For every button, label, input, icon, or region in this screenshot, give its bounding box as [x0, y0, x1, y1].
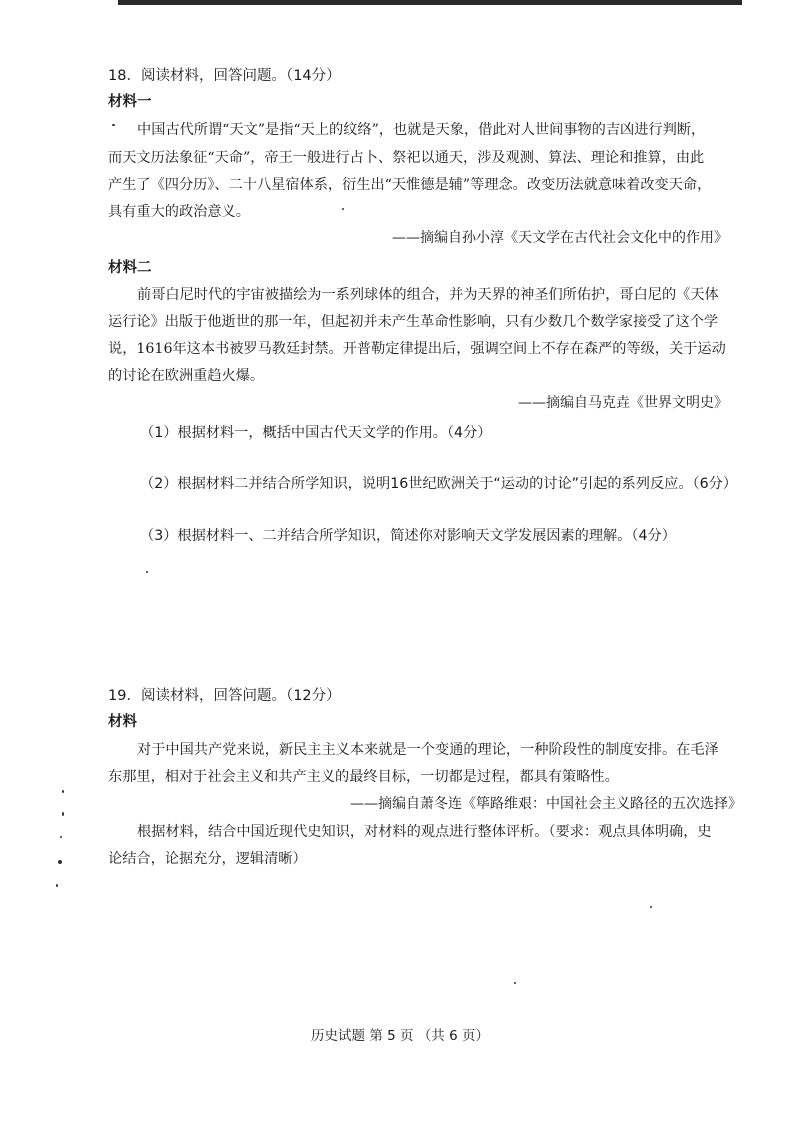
sub-question-1: （1）根据材料一，概括中国古代天文学的作用。（4分） [140, 425, 492, 441]
scan-speck [342, 208, 344, 210]
material-line: 东那里，相对于社会主义和共产主义的最终目标，一切都是过程，都具有策略性。 [108, 769, 619, 785]
sub-question-3: （3）根据材料一、二并结合所学知识，简述你对影响天文学发展因素的理解。（4分） [140, 528, 676, 544]
page-footer: 历史试题 第 5 页 （共 6 页） [311, 1028, 489, 1044]
scan-speck [514, 982, 516, 984]
scan-speck [56, 884, 58, 887]
scan-speck [112, 124, 115, 126]
scan-speck [650, 906, 652, 908]
material-2-line: 的讨论在欧洲重趋火爆。 [108, 368, 265, 384]
material-1-heading: 材料一 [108, 94, 152, 110]
material-2-line: 说，1616年这本书被罗马教廷封禁。开普勒定律提出后，强调空间上不存在森严的等级，关于运动 [108, 341, 726, 357]
scan-speck [146, 571, 148, 573]
scan-speck [58, 860, 62, 864]
material-1-line: 中国古代所谓“天文”是指“天上的纹络”，也就是天象，借此对人世间事物的吉凶进行判断， [137, 122, 706, 138]
material-1-line: 而天文历法象征“天命”，帝王一般进行占卜、祭祀以通天，涉及观测、算法、理论和推算，由此 [108, 150, 705, 166]
material-line: 对于中国共产党来说，新民主主义本来就是一个变通的理论，一种阶段性的制度安排。在毛泽 [137, 742, 719, 758]
scan-speck [62, 812, 64, 816]
question-19-task: 论结合，论据充分，逻辑清晰） [108, 851, 307, 867]
material-2-source: ——摘编自马克垚《世界文明史》 [518, 395, 728, 411]
scan-speck [62, 790, 64, 793]
material-2-line: 运行论》出版于他逝世的那一年，但起初并未产生革命性影响，只有少数几个数学家接受了这个学 [108, 314, 719, 330]
scan-speck [60, 836, 62, 838]
material-source: ——摘编自萧冬连《筚路维艰：中国社会主义路径的五次选择》 [350, 796, 742, 812]
question-18-title: 18．阅读材料，回答问题。（14分） [108, 68, 341, 84]
material-2-line: 前哥白尼时代的宇宙被描绘为一系列球体的组合，并为天界的神圣们所佑护，哥白尼的《天体 [137, 287, 719, 303]
scan-top-edge [118, 0, 742, 5]
question-19-task: 根据材料，结合中国近现代史知识，对材料的观点进行整体评析。（要求：观点具体明确，史 [137, 824, 712, 840]
material-1-source: ——摘编自孙小淳《天文学在古代社会文化中的作用》 [392, 230, 728, 246]
question-19-title: 19．阅读材料，回答问题。（12分） [108, 688, 341, 704]
sub-question-2: （2）根据材料二并结合所学知识，说明16世纪欧洲关于“运动的讨论”引起的系列反应。（6分） [140, 476, 738, 492]
material-heading: 材料 [108, 714, 137, 730]
material-2-heading: 材料二 [108, 260, 152, 276]
material-1-line: 具有重大的政治意义。 [108, 204, 250, 220]
material-1-line: 产生了《四分历》、二十八星宿体系，衍生出“天惟德是辅”等理念。改变历法就意味着改变天命， [108, 177, 712, 193]
